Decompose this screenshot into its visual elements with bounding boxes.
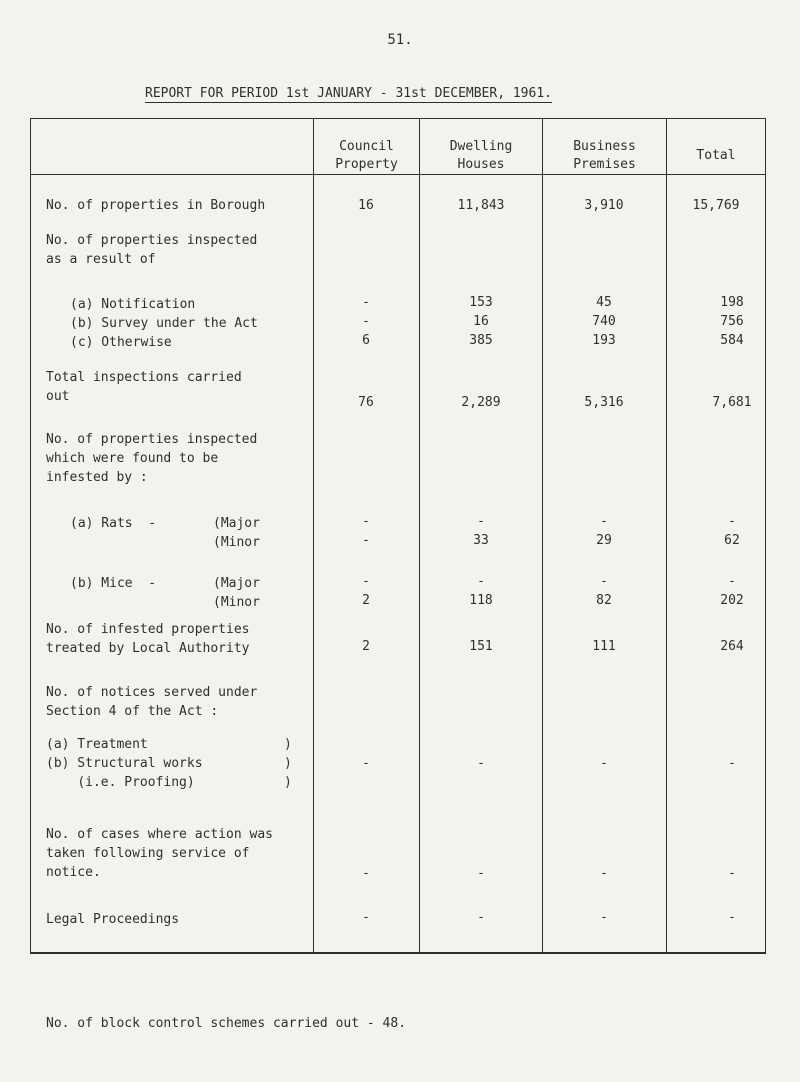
page-number: 51. — [387, 32, 413, 48]
cell-council-rats-minor: - — [362, 533, 370, 548]
report-title: REPORT FOR PERIOD 1st JANUARY - 31st DECEMBER, 1961. — [145, 86, 552, 101]
cell-council-rats-major: - — [362, 514, 370, 529]
row-label-notification: (a) Notification — [70, 297, 196, 312]
cell-business-mice-minor: 82 — [596, 593, 612, 608]
table-left-border — [30, 118, 31, 954]
row-label-mice: (b) Mice - — [70, 576, 157, 591]
header-divider — [30, 174, 766, 175]
cell-council-survey: - — [362, 314, 370, 329]
cell-council-mice-minor: 2 — [362, 593, 370, 608]
cell-dwelling-survey: 16 — [473, 314, 489, 329]
row-label-otherwise: (c) Otherwise — [70, 335, 172, 350]
column-divider-4 — [666, 118, 667, 954]
cell-total-mice-minor: 202 — [720, 593, 744, 608]
cell-council-otherwise: 6 — [362, 333, 370, 348]
column-header-council: Council Property — [335, 139, 398, 172]
row-label-legal: Legal Proceedings — [46, 912, 180, 927]
cell-total-total-inspections: 7,681 — [712, 395, 752, 410]
cell-business-total-inspections: 5,316 — [584, 395, 624, 410]
row-heading-infested: No. of properties inspected which were found to be infested by : — [46, 432, 258, 485]
cell-dwelling-total-inspections: 2,289 — [461, 395, 501, 410]
cell-total-treated: 264 — [720, 639, 744, 654]
cell-total-mice-major: - — [728, 574, 736, 589]
cell-total-rats-minor: 62 — [724, 533, 740, 548]
notices-brace: ) ) ) — [284, 737, 292, 790]
cell-total-otherwise: 584 — [720, 333, 744, 348]
cell-dwelling-rats-minor: 33 — [473, 533, 489, 548]
cell-council-treated: 2 — [362, 639, 370, 654]
row-label-mice-minor: (Minor — [213, 595, 260, 610]
row-label-mice-major: (Major — [213, 576, 260, 591]
cell-council-total-inspections: 76 — [358, 395, 374, 410]
row-label-rats: (a) Rats - — [70, 516, 157, 531]
cell-total-notification: 198 — [720, 295, 744, 310]
row-heading-inspected: No. of properties inspected as a result of — [46, 233, 258, 267]
cell-business-action-taken: - — [600, 866, 608, 881]
cell-total-action-taken: - — [728, 866, 736, 881]
cell-business-borough: 3,910 — [584, 198, 624, 213]
cell-dwelling-treated: 151 — [469, 639, 493, 654]
table-bottom-border — [30, 952, 766, 954]
cell-dwelling-borough: 11,843 — [457, 198, 505, 213]
column-divider-3 — [542, 118, 543, 954]
row-label-properties-in-borough: No. of properties in Borough — [46, 198, 266, 213]
cell-total-rats-major: - — [728, 514, 736, 529]
row-label-rats-major: (Major — [213, 516, 260, 531]
cell-business-treated: 111 — [592, 639, 616, 654]
cell-business-notification: 45 — [596, 295, 612, 310]
footer-note: No. of block control schemes carried out - 48. — [46, 1016, 407, 1031]
row-label-total-inspections: Total inspections carried out — [46, 370, 242, 404]
row-label-rats-minor: (Minor — [213, 535, 260, 550]
cell-total-legal: - — [728, 910, 736, 925]
cell-business-rats-major: - — [600, 514, 608, 529]
cell-council-mice-major: - — [362, 574, 370, 589]
cell-dwelling-legal: - — [477, 910, 485, 925]
column-divider-2 — [419, 118, 420, 954]
cell-council-notification: - — [362, 295, 370, 310]
cell-business-mice-major: - — [600, 574, 608, 589]
cell-dwelling-rats-major: - — [477, 514, 485, 529]
cell-dwelling-notices: - — [477, 756, 485, 771]
cell-dwelling-otherwise: 385 — [469, 333, 493, 348]
cell-council-action-taken: - — [362, 866, 370, 881]
row-heading-notices: No. of notices served under Section 4 of the Act : — [46, 685, 258, 719]
row-label-treated: No. of infested properties treated by Local Authority — [46, 622, 250, 656]
column-header-business: Business Premises — [573, 139, 636, 172]
cell-dwelling-action-taken: - — [477, 866, 485, 881]
cell-council-legal: - — [362, 910, 370, 925]
cell-business-notices: - — [600, 756, 608, 771]
column-header-dwelling: Dwelling Houses — [449, 139, 513, 172]
cell-dwelling-mice-minor: 118 — [469, 593, 493, 608]
row-label-survey: (b) Survey under the Act — [70, 316, 258, 331]
cell-total-survey: 756 — [720, 314, 744, 329]
cell-business-legal: - — [600, 910, 608, 925]
table-top-border — [30, 118, 766, 119]
row-label-notices: (a) Treatment (b) Structural works (i.e. Proofing) — [46, 737, 203, 790]
cell-business-rats-minor: 29 — [596, 533, 612, 548]
row-label-action-taken: No. of cases where action was taken following service of notice. — [46, 827, 273, 880]
report-table — [30, 118, 766, 954]
cell-total-borough: 15,769 — [692, 198, 740, 213]
cell-total-notices: - — [728, 756, 736, 771]
cell-council-borough: 16 — [358, 198, 374, 213]
cell-dwelling-notification: 153 — [469, 295, 493, 310]
cell-dwelling-mice-major: - — [477, 574, 485, 589]
column-header-total: Total — [696, 148, 736, 163]
cell-business-survey: 740 — [592, 314, 616, 329]
cell-business-otherwise: 193 — [592, 333, 616, 348]
cell-council-notices: - — [362, 756, 370, 771]
